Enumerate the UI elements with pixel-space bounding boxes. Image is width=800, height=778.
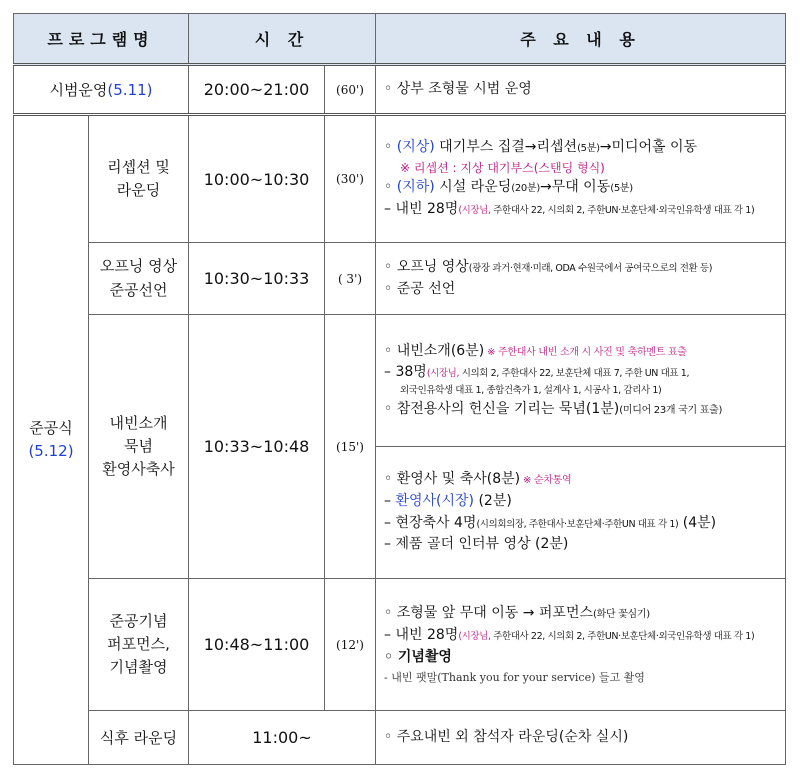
header-time: 시 간	[189, 14, 376, 65]
schedule-table-wrapper	[13, 13, 786, 765]
opening-name-cell	[89, 243, 189, 315]
row-guests	[14, 315, 786, 447]
performance-line-2: – 내빈 28명(시장님, 주한대사 22, 시의회 2, 주한UN·보훈단체·외국인유학생 대표 각 1)	[384, 627, 755, 644]
trial-line: 상부 조형물 시범 운영	[396, 80, 532, 97]
ceremony-name: 준공식	[29, 418, 73, 437]
row-trial	[14, 65, 786, 115]
guests-line-7: – 현장축사 4명(시의회의장, 주한대사·보훈단체·주한UN 대표 각 1) (4분)	[384, 514, 717, 531]
opening-time: 10:30~10:33	[189, 243, 325, 315]
lunch-name: 식후 라운딩	[89, 711, 189, 765]
reception-line-4: – 내빈 28명(시장님, 주한대사 22, 시의회 2, 주한UN·보훈단체·외국인유학생 대표 각 1)	[384, 201, 755, 218]
lunch-line: ◦ 주요내빈 외 참석자 라운딩(순차 실시)	[376, 711, 786, 765]
guests-name-cell	[89, 315, 189, 579]
lunch-time: 11:00~	[189, 711, 376, 765]
reception-name-1: 리셉션 및	[107, 157, 170, 176]
reception-line-1: ◦ (지상) 대기부스 집결→리셉션(5분)→미디어홀 이동	[384, 139, 698, 156]
guests-content-2	[376, 447, 786, 579]
trial-time: 20:00~21:00	[189, 65, 325, 115]
guests-line-1: ◦ 내빈소개(6분) ※ 주한대사 내빈 소개 시 사진 및 축하멘트 표출	[384, 342, 687, 359]
performance-line-1: ◦ 조형물 앞 무대 이동 → 퍼포먼스(화단 꽃심기)	[384, 605, 650, 622]
opening-name-2: 준공선언	[109, 280, 168, 299]
guests-content-1	[376, 315, 786, 447]
trial-content	[376, 65, 786, 115]
ceremony-date: (5.12)	[28, 442, 74, 460]
guests-line-8: – 제품 골더 인터뷰 영상 (2분)	[384, 536, 569, 553]
guests-time: 10:33~10:48	[189, 315, 325, 579]
guests-dur: (15')	[325, 315, 376, 579]
reception-content	[376, 115, 786, 243]
reception-line-2: ※ 리셉션 : 지상 대기부스(스탠딩 형식)	[400, 160, 605, 175]
guests-line-6: – 환영사(시장) (2분)	[384, 492, 512, 509]
performance-name-cell	[89, 579, 189, 711]
performance-dur: (12')	[325, 579, 376, 711]
trial-name-cell	[14, 65, 189, 115]
guests-line-4: ◦ 참전용사의 헌신을 기리는 묵념(1분)(미디어 23개 국기 표출)	[384, 400, 723, 417]
reception-time: 10:00~10:30	[189, 115, 325, 243]
performance-time: 10:48~11:00	[189, 579, 325, 711]
guests-name-1: 내빈소개	[109, 413, 168, 432]
ceremony-name-cell	[14, 115, 89, 765]
guests-line-3: 외국인유학생 대표 1, 종합건축가 1, 설계사 1, 시공사 1, 감리사 1)	[400, 384, 662, 396]
performance-name-3: 기념촬영	[109, 658, 168, 677]
opening-dur: ( 3')	[325, 243, 376, 315]
reception-name-cell	[89, 115, 189, 243]
performance-line-4: - 내빈 팻말(Thank you for your service) 들고 촬영	[384, 670, 645, 684]
row-lunch	[14, 711, 786, 765]
trial-date: (5.11)	[107, 81, 153, 99]
row-opening	[14, 243, 786, 315]
schedule-table	[13, 13, 786, 765]
opening-line-1: ◦ 오프닝 영상(광장 과거·현재·미래, ODA 수원국에서 공여국으로의 전환 등)	[384, 258, 713, 275]
header-row	[14, 14, 786, 65]
header-content: 주 요 내 용	[376, 14, 786, 65]
performance-name-1: 준공기념	[109, 611, 168, 630]
header-program: 프로그램명	[14, 14, 189, 65]
opening-content	[376, 243, 786, 315]
reception-name-2: 라운딩	[116, 181, 161, 199]
reception-line-3: ◦ (지하) 시설 라운딩(20분)→무대 이동(5분)	[384, 179, 633, 196]
guests-line-2: – 38명(시장님, 시의회 2, 주한대사 22, 보훈단체 대표 7, 주한 UN 대표 1,	[384, 364, 690, 381]
opening-line-2: ◦ 준공 선언	[384, 280, 456, 297]
reception-dur: (30')	[325, 115, 376, 243]
opening-name-1: 오프닝 영상	[99, 257, 178, 276]
guests-name-2: 묵념	[124, 436, 153, 455]
performance-content	[376, 579, 786, 711]
performance-line-3: ◦ 기념촬영	[384, 648, 452, 665]
trial-dur: (60')	[325, 65, 376, 115]
guests-name-3: 환영사축사	[102, 460, 175, 479]
trial-bullet: ◦	[384, 80, 393, 97]
guests-line-5: ◦ 환영사 및 축사(8분) ※ 순차통역	[384, 471, 572, 488]
trial-name: 시범운영	[49, 81, 108, 99]
performance-name-2: 퍼포먼스,	[107, 634, 170, 653]
row-performance	[14, 579, 786, 711]
row-reception	[14, 115, 786, 243]
